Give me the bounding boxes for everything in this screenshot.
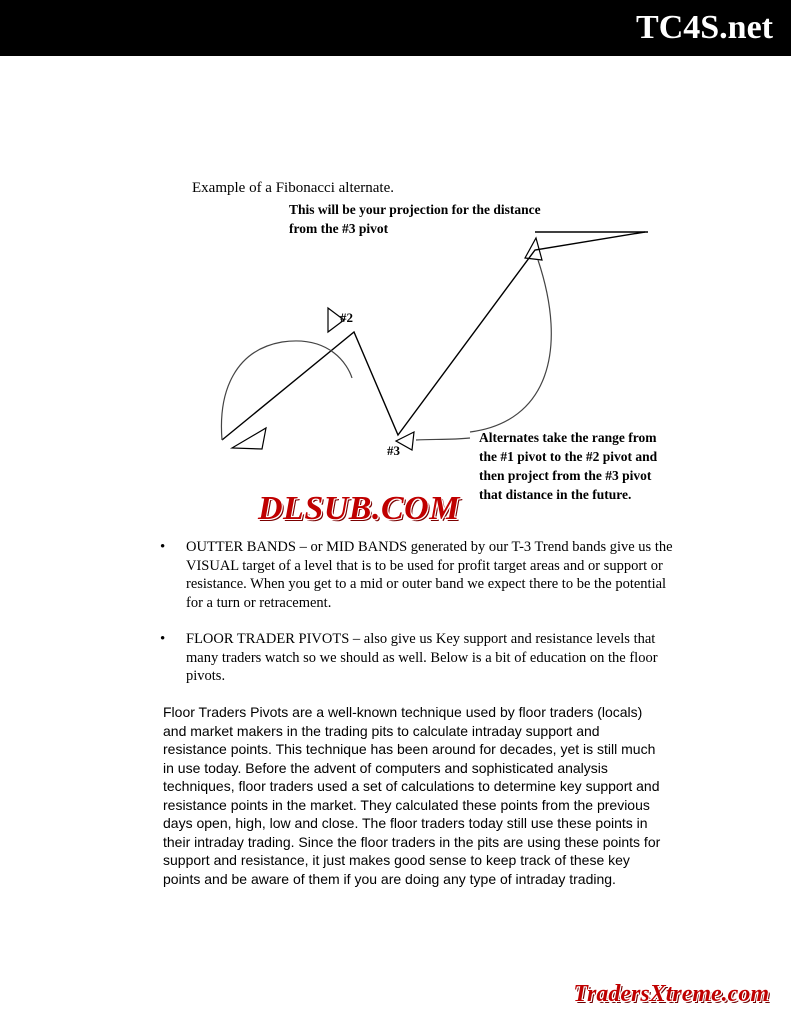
fibonacci-diagram [0,160,791,540]
list-item-text: FLOOR TRADER PIVOTS – also give us Key support and resistance levels that many traders watch so we should as well. Below is a bit of education on the floor pivots. [186,631,658,684]
bullet-marker-icon: • [160,539,166,555]
diagram-caption: Example of a Fibonacci alternate. [192,180,394,196]
body-paragraph: Floor Traders Pivots are a well-known technique used by floor traders (locals) and market makers in the trading pits to calculate intraday support and resistance points. This technique has been around for decades, yet is still much in use today. Before the advent of computers and sophisticated analysis techniques, floor traders used a set of calculations to determine key support and resistance points in the market. They calculated these points from the previous days open, high, low and close. The floor traders today still use these points in their intraday trading. Since the floor traders in the pits are using these points for support and resistance, it just makes good sense to keep track of these key points and be aware of them if you are doing any type of intraday trading. [163,704,661,887]
bullet-marker-icon: • [160,631,166,647]
pivot-label-2: #2 [340,310,353,325]
brand-logo-top: TC4S.net [636,9,773,46]
annotation-projection: This will be your projection for the distance from the #3 pivot [289,202,541,236]
brand-logo-bottom: TradersXtreme.com [573,981,769,1007]
pivot-label-3: #3 [387,443,400,458]
diagram-strokes [0,160,791,540]
annotation-alternates: Alternates take the range from the #1 pivot to the #2 pivot and then project from the #3 pivot that distance in the future. [479,430,658,502]
list-item [160,538,680,612]
list-item [160,630,680,686]
bullet-list [160,538,680,704]
watermark-dlsub: DLSUB.COM [258,490,460,527]
list-item-text: OUTTER BANDS – or MID BANDS generated by our T-3 Trend bands give us the VISUAL target of a level that is to be used for profit target areas and or support or resistance. When you get to a mid or outer band we expect there to be the potential for a turn or retracement. [186,539,673,611]
